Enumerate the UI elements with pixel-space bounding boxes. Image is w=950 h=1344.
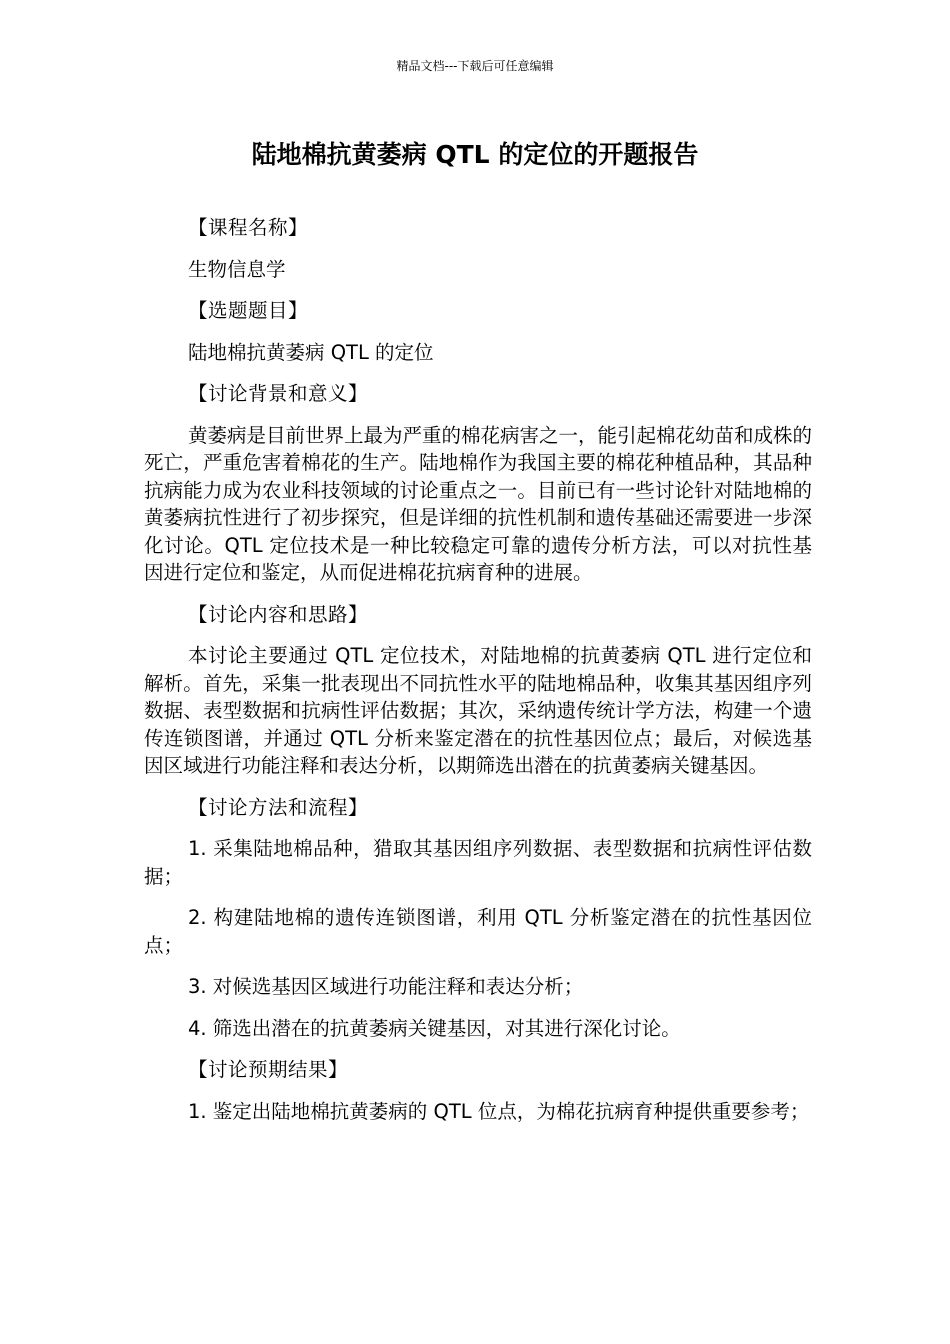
section-heading-content: 【讨论内容和思路】 (188, 602, 369, 626)
course-name-value: 生物信息学 (188, 257, 286, 281)
method-step-2: 2. 构建陆地棉的遗传连锁图谱，利用 QTL 分析鉴定潜在的抗性基因位点； (144, 906, 812, 957)
method-step-3: 3. 对候选基因区域进行功能注释和表达分析； (188, 975, 584, 998)
section-heading-background: 【讨论背景和意义】 (188, 382, 369, 405)
content-paragraph: 本讨论主要通过 QTL 定位技术，对陆地棉的抗黄萎病 QTL 进行定位和解析。首先，采集一批表现出不同抗性水平的陆地棉品种，收集其基因组序列数据、表型数据和抗病性评估数据；其次，采纳遗传统计学方法，构建一个遗传连锁图谱，并通过 QTL 分析来鉴定潜在的抗性基因位点；最后，对候选基因区域进行功能注释和表达分析，以期筛选出潜在的抗黄萎病关键基因。 (144, 644, 812, 777)
document-body (144, 214, 812, 1139)
section-heading-course-name: 【课程名称】 (188, 216, 309, 239)
section-heading-methods: 【讨论方法和流程】 (188, 795, 369, 819)
page-header: 精品文档---下载后可任意编辑 (396, 59, 554, 73)
section-heading-topic: 【选题题目】 (188, 299, 309, 322)
topic-value: 陆地棉抗黄萎病 QTL 的定位 (188, 340, 434, 364)
document-title: 陆地棉抗黄萎病 QTL 的定位的开题报告 (251, 140, 699, 169)
method-step-4: 4. 筛选出潜在的抗黄萎病关键基因，对其进行深化讨论。 (188, 1016, 681, 1040)
section-heading-expected-results: 【讨论预期结果】 (188, 1058, 349, 1081)
method-step-1: 1. 采集陆地棉品种，猎取其基因组序列数据、表型数据和抗病性评估数据； (144, 837, 812, 888)
background-paragraph: 黄萎病是目前世界上最为严重的棉花病害之一，能引起棉花幼苗和成株的死亡，严重危害着棉花的生产。陆地棉作为我国主要的棉花种植品种，其品种抗病能力成为农业科技领域的讨论重点之一。目前已有一些讨论针对陆地棉的黄萎病抗性进行了初步探究，但是详细的抗性机制和遗传基础还需要进一步深化讨论。QTL 定位技术是一种比较稳定可靠的遗传分析方法，可以对抗性基因进行定位和鉴定，从而促进棉花抗病育种的进展。 (144, 423, 813, 584)
expected-result-1: 1. 鉴定出陆地棉抗黄萎病的 QTL 位点，为棉花抗病育种提供重要参考； (188, 1099, 810, 1123)
